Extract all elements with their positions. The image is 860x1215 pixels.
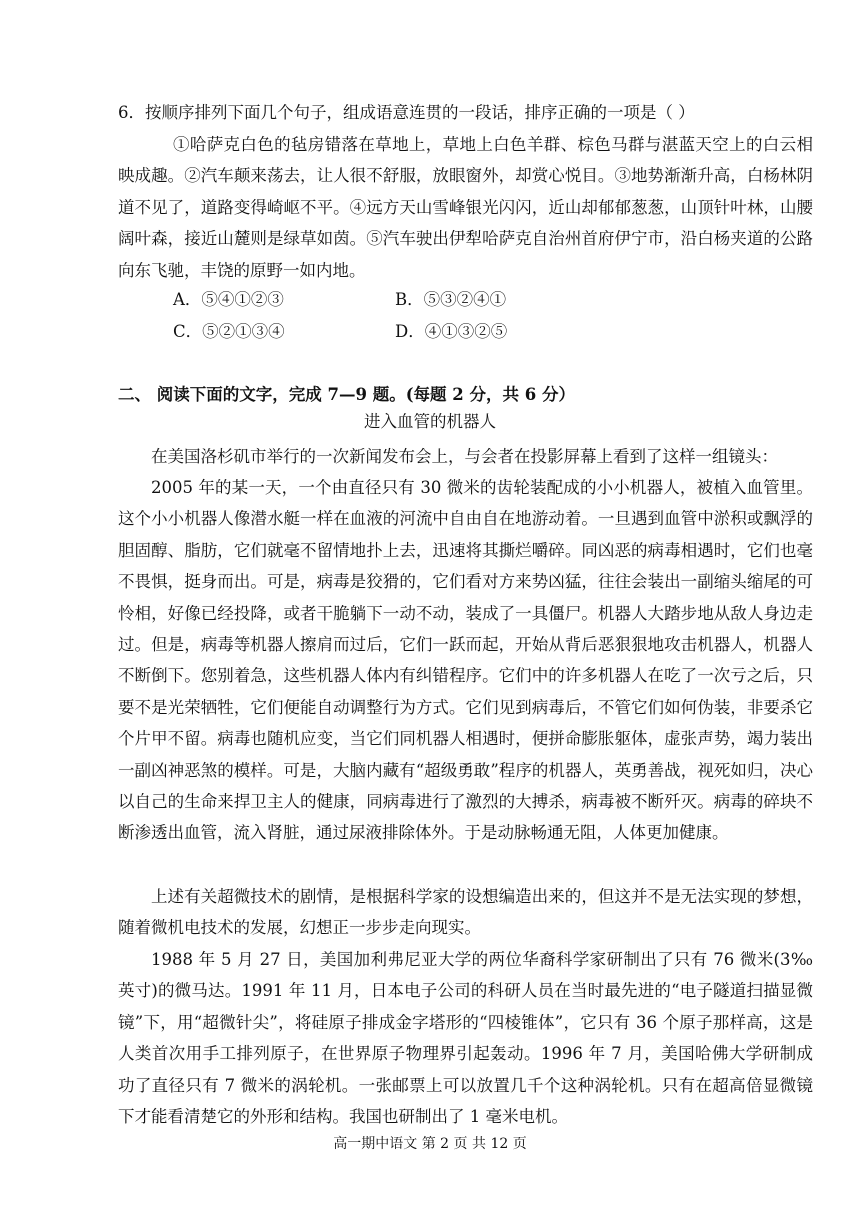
- article-paragraph-3: 上述有关超微技术的剧情，是根据科学家的设想编造出来的，但这并不是无法实现的梦想，随着微机电技术的发展，幻想正一步步走向现实。: [118, 887, 813, 938]
- article-paragraph-1: 在美国洛杉矶市举行的一次新闻发布会上，与会者在投影屏幕上看到了这样一组镜头：: [151, 447, 778, 466]
- option-b: B．⑤③②④①: [395, 290, 507, 309]
- section-2-heading: 二、 阅读下面的文字，完成 7—9 题。(每题 2 分，共 6 分）: [118, 385, 575, 404]
- article-title: 进入血管的机器人: [364, 412, 496, 431]
- option-d: D．④①③②⑤: [395, 322, 508, 341]
- question-6-passage: ①哈萨克白色的毡房错落在草地上，草地上白色羊群、棕色马群与湛蓝天空上的白云相映成趣。②汽车颠来荡去，让人很不舒服，放眼窗外，却赏心悦目。③地势渐渐升高，白杨林阴道不见了，道路变得崎岖不平。④远方天山雪峰银光闪闪，近山却郁郁葱葱，山顶针叶林，山腰阔叶森，接近山麓则是绿草如茵。⑤汽车驶出伊犁哈萨克自治州首府伊宁市，沿白杨夹道的公路向东飞驰，丰饶的原野一如内地。: [118, 135, 813, 280]
- page-footer: 高一期中语文 第 2 页 共 12 页: [333, 1136, 527, 1152]
- article-paragraph-2: 2005 年的某一天，一个由直径只有 30 微米的齿轮装配成的小小机器人，被植入血管里。这个小小机器人像潜水艇一样在血液的河流中自由自在地游动着。一旦遇到血管中淤积或飘浮的胆固醇、脂肪，它们就毫不留情地扑上去，迅速将其撕烂嚼碎。同凶恶的病毒相遇时，它们也毫不畏惧，挺身而出。可是，病毒是狡猾的，它们看对方来势凶猛，往往会装出一副缩头缩尾的可怜相，好像已经投降，或者干脆躺下一动不动，装成了一具僵尸。机器人大踏步地从敌人身边走过。但是，病毒等机器人擦肩而过后，它们一跃而起，开始从背后恶狠狠地攻击机器人，机器人不断倒下。您别着急，这些机器人体内有纠错程序。它们中的许多机器人在吃了一次亏之后，只要不是光荣牺牲，它们便能自动调整行为方式。它们见到病毒后，不管它们如何伪装，非要杀它个片甲不留。病毒也随机应变，当它们同机器人相遇时，便拼命膨胀躯体，虚张声势，竭力装出一副凶神恶煞的模样。可是，大脑内藏有“超级勇敢”程序的机器人，英勇善战，视死如归，决心以自己的生命来捍卫主人的健康，同病毒进行了激烈的大搏杀，病毒被不断歼灭。病毒的碎块不断渗透出血管，流入肾脏，通过尿液排除体外。于是动脉畅通无阻，人体更加健康。: [118, 478, 813, 843]
- question-6-stem: 6．按顺序排列下面几个句子，组成语意连贯的一段话，排序正确的一项是（ ）: [118, 103, 695, 122]
- option-c: C．⑤②①③④: [173, 322, 285, 341]
- option-a: A．⑤④①②③: [173, 290, 284, 309]
- article-paragraph-4: 1988 年 5 月 27 日，美国加利弗尼亚大学的两位华裔科学家研制出了只有 76 微米(3‰英寸)的微马达。1991 年 11 月，日本电子公司的科研人员在当时最先进的“电子隧道扫描显微镜”下，用“超微针尖”，将硅原子排成金字塔形的“四棱锥体”，它只有 36 个原子那样高，这是人类首次用手工排列原子，在世界原子物理界引起轰动。1996 年 7 月，美国哈佛大学研制成功了直径只有 7 微米的涡轮机。一张邮票上可以放置几千个这种涡轮机。只有在超高倍显微镜下才能看清楚它的外形和结构。我国也研制出了 1 毫米电机。: [118, 950, 813, 1127]
